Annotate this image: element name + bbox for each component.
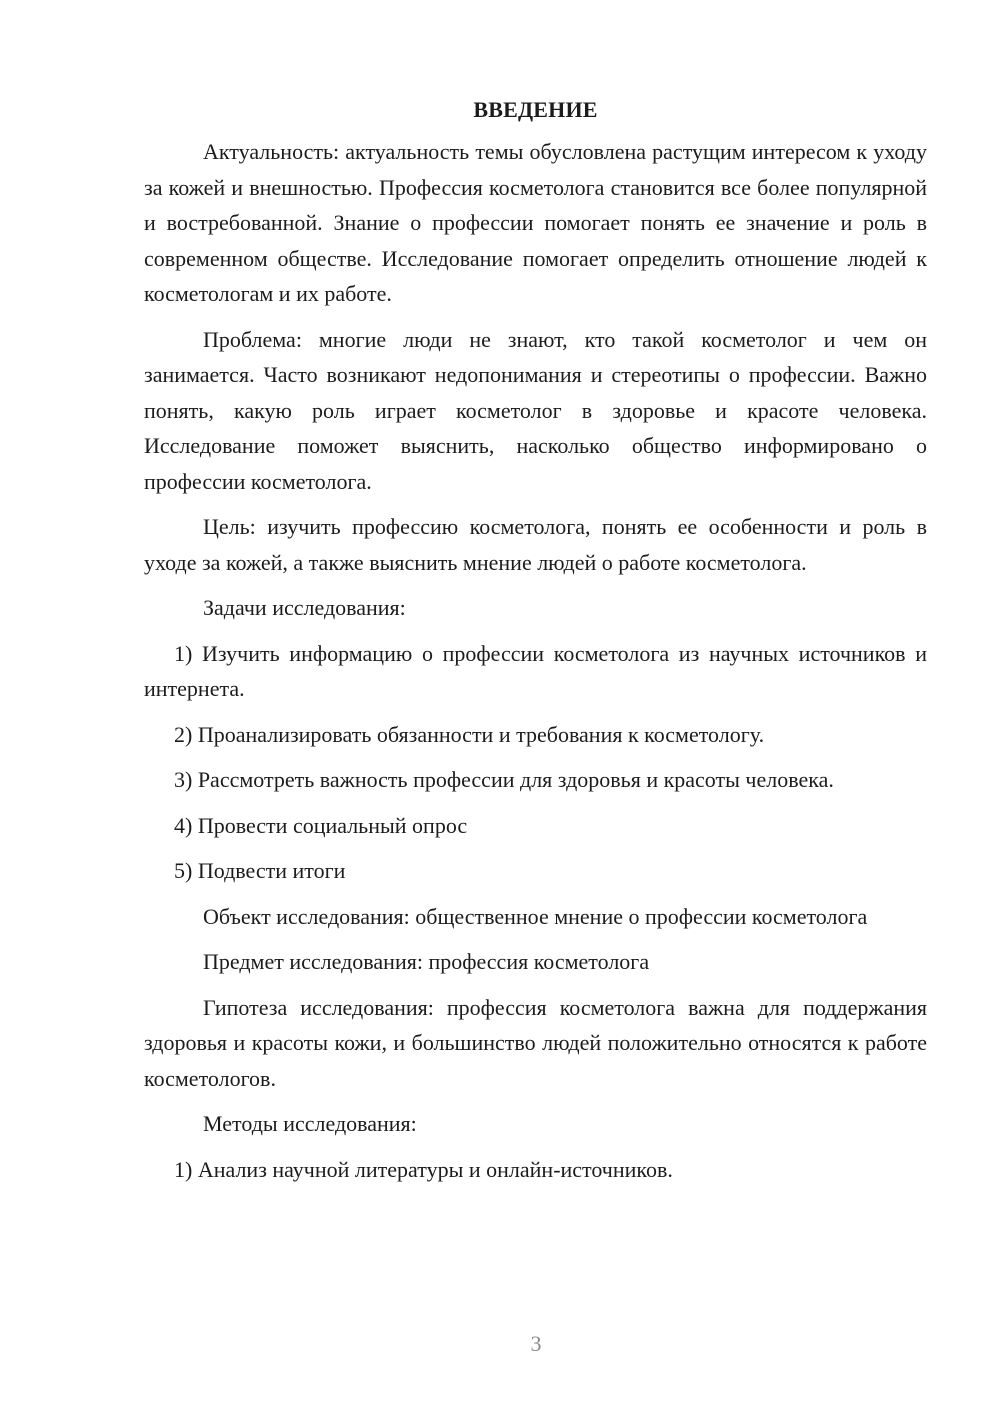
goal-paragraph: Цель: изучить профессию косметолога, понять ее особенности и роль в уходе за кожей, а также выяснить мнение людей о работе косметолога.	[144, 514, 927, 575]
document-page	[144, 88, 927, 1197]
methods-heading: Методы исследования:	[203, 1111, 417, 1136]
problem-paragraph: Проблема: многие люди не знают, кто такой косметолог и чем он занимается. Часто возникают недопонимания и стереотипы о профессии. Важно понять, какую роль играет косметолог в здоровье и красоте человека. Исследование поможет выяснить, насколько общество информировано о профессии косметолога.	[144, 326, 927, 494]
page-number: 3	[530, 1331, 542, 1356]
hypothesis-paragraph: Гипотеза исследования: профессия косметолога важна для поддержания здоровья и красоты кожи, и большинство людей положительно относятся к работе косметологов.	[144, 994, 927, 1091]
page-title: ВВЕДЕНИЕ	[473, 97, 598, 122]
relevance-paragraph: Актуальность: актуальность темы обусловлена растущим интересом к уходу за кожей и внешностью. Профессия косметолога становится все более популярной и востребованной. Знание о профессии помогает понять ее значение и роль в современном обществе. Исследование помогает определить отношение людей к косметологам и их работе.	[144, 139, 927, 306]
method-item-1: 1) Анализ научной литературы и онлайн-источников.	[174, 1156, 673, 1182]
subject-paragraph: Предмет исследования: профессия косметолога	[203, 949, 650, 974]
task-item-1: 1) Изучить информацию о профессии косметолога из научных источников и интернета.	[144, 640, 927, 701]
object-paragraph: Объект исследования: общественное мнение о профессии косметолога	[203, 903, 868, 929]
task-item-4: 4) Провести социальный опрос	[174, 812, 468, 838]
tasks-heading: Задачи исследования:	[203, 595, 406, 620]
task-item-5: 5) Подвести итоги	[174, 858, 346, 883]
task-item-2: 2) Проанализировать обязанности и требования к косметологу.	[174, 721, 765, 747]
task-item-3: 3) Рассмотреть важность профессии для здоровья и красоты человека.	[174, 767, 834, 792]
